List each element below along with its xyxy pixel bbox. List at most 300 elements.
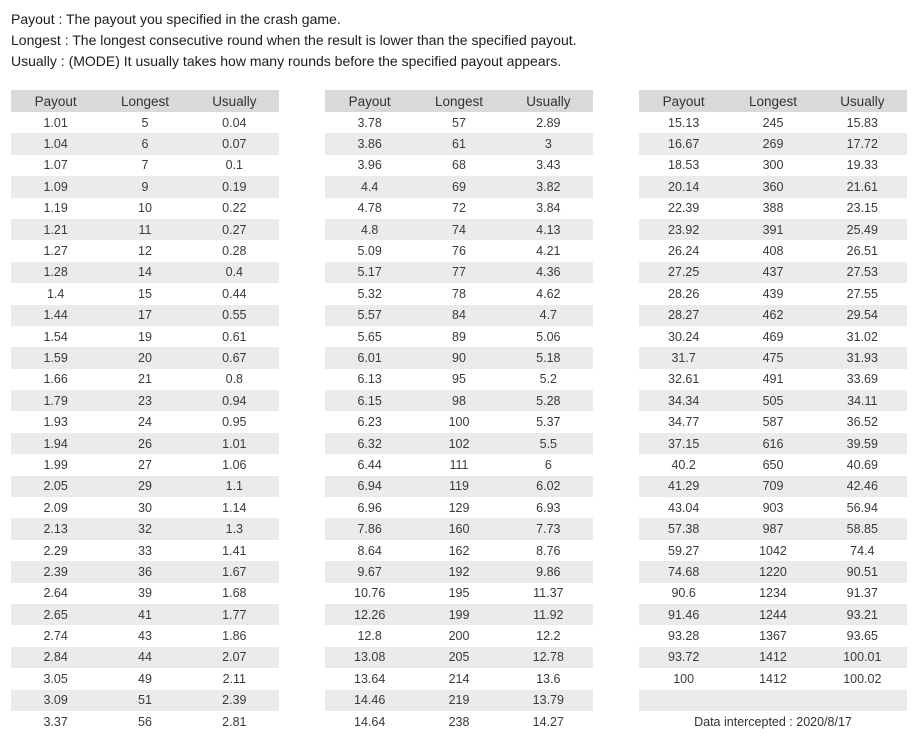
table-cell: 2.09 (43, 500, 68, 515)
table-cell: 12.8 (357, 629, 382, 644)
table-cell: 30 (138, 500, 152, 515)
table-row (11, 112, 279, 133)
table-row (639, 647, 907, 668)
table-cell: 475 (762, 350, 784, 365)
table-cell: 0.44 (222, 286, 247, 301)
table-cell: 41.29 (668, 479, 700, 494)
table-cell: 89 (452, 329, 466, 344)
table-cell: 36.52 (846, 415, 878, 430)
table-cell: 11 (138, 222, 152, 237)
table-row (639, 198, 907, 219)
tables-container (11, 90, 907, 732)
table-cell: 0.61 (222, 329, 247, 344)
table-header-row (11, 90, 279, 112)
table-row (11, 411, 279, 432)
table-cell: 6 (544, 457, 552, 472)
table-row (639, 326, 907, 347)
table-cell: 2.89 (536, 115, 561, 130)
table-cell: 1.79 (43, 393, 68, 408)
table-cell: 462 (762, 308, 784, 323)
table-cell: 6.44 (357, 457, 382, 472)
table-cell: 7.73 (536, 522, 561, 537)
table-cell: 1.77 (222, 607, 247, 622)
table-cell: 25.49 (846, 222, 878, 237)
table-row (11, 668, 279, 689)
table-cell: 29 (138, 479, 152, 494)
table-cell: 1.07 (43, 158, 68, 173)
table-cell: 1234 (759, 586, 787, 601)
table-cell: 49 (138, 671, 152, 686)
table-cell: 28.26 (668, 286, 700, 301)
table-row (11, 518, 279, 539)
table-cell: 37.15 (668, 436, 700, 451)
table-cell: 90.51 (846, 564, 878, 579)
table-cell: 34.11 (847, 393, 878, 408)
table-cell: 1.01 (222, 436, 247, 451)
table-row (325, 604, 593, 625)
table-body (639, 112, 907, 732)
table-row (639, 219, 907, 240)
table-row (11, 219, 279, 240)
table-cell: 0.07 (222, 137, 247, 152)
table-cell: 1.19 (43, 201, 68, 216)
column-header-payout: Payout (662, 93, 705, 109)
table-row (639, 668, 907, 689)
table-cell: 5.06 (536, 329, 561, 344)
table-cell: 59.27 (668, 543, 700, 558)
table-cell: 119 (449, 479, 469, 494)
payout-table-2 (325, 90, 593, 732)
table-cell: 91.46 (668, 607, 700, 622)
table-row (325, 390, 593, 411)
table-cell: 100.01 (843, 650, 882, 665)
table-cell: 3.96 (357, 158, 382, 173)
table-cell: 269 (762, 137, 784, 152)
table-row (325, 219, 593, 240)
table-cell: 13.79 (532, 693, 564, 708)
table-cell: 2.74 (43, 629, 68, 644)
column-header-longest: Longest (120, 93, 170, 109)
table-row (325, 283, 593, 304)
table-cell: 19.33 (846, 158, 878, 173)
table-cell: 1.01 (43, 115, 68, 130)
table-cell: 44 (138, 650, 152, 665)
table-cell: 40.69 (846, 457, 878, 472)
table-cell: 34.77 (668, 415, 700, 430)
table-row (325, 369, 593, 390)
table-cell: 111 (449, 457, 469, 472)
table-cell: 69 (452, 179, 466, 194)
table-cell: 24 (138, 415, 152, 430)
table-cell: 0.55 (222, 308, 247, 323)
table-cell: 437 (762, 265, 784, 280)
table-cell: 587 (762, 415, 784, 430)
table-row (325, 155, 593, 176)
legend-description (11, 9, 577, 72)
table-cell: 7.86 (357, 522, 382, 537)
table-cell: 1.21 (43, 222, 68, 237)
table-cell: 6.02 (536, 479, 561, 494)
table-cell: 29.54 (846, 308, 878, 323)
table-cell: 5.09 (357, 244, 382, 259)
table-cell: 1.3 (225, 522, 244, 537)
table-cell: 39 (138, 586, 152, 601)
table-row (11, 305, 279, 326)
table-cell: 5.57 (357, 308, 382, 323)
table-row (639, 240, 907, 261)
table-cell: 1042 (759, 543, 787, 558)
table-cell: 650 (762, 457, 784, 472)
table-row (639, 625, 907, 646)
table-cell: 1412 (759, 671, 787, 686)
table-row (11, 604, 279, 625)
table-cell: 5.2 (539, 372, 558, 387)
table-cell: 300 (762, 158, 784, 173)
table-row (11, 433, 279, 454)
table-cell: 11.92 (533, 607, 564, 622)
table-cell: 19 (138, 329, 152, 344)
table-row (325, 647, 593, 668)
table-row (11, 390, 279, 411)
table-row (325, 433, 593, 454)
column-header-payout: Payout (34, 93, 77, 109)
column-header-usually: Usually (212, 93, 257, 109)
table-cell: 1.86 (222, 629, 247, 644)
table-cell: 10 (138, 201, 152, 216)
table-row (639, 112, 907, 133)
table-cell: 9.67 (357, 564, 382, 579)
table-cell: 98 (452, 393, 466, 408)
table-cell: 4.8 (360, 222, 379, 237)
column-header-longest: Longest (434, 93, 484, 109)
table-cell: 90 (452, 350, 466, 365)
table-cell: 408 (762, 244, 784, 259)
table-row (11, 561, 279, 582)
table-cell: 199 (448, 607, 470, 622)
table-cell: 27.55 (846, 286, 878, 301)
table-cell: 6.94 (357, 479, 382, 494)
table-cell: 1.59 (43, 350, 68, 365)
table-cell: 30.24 (668, 329, 700, 344)
table-row (639, 262, 907, 283)
table-cell: 3.43 (536, 158, 561, 173)
table-cell: 360 (762, 179, 784, 194)
table-cell: 4.13 (536, 222, 561, 237)
table-cell: 32 (138, 522, 152, 537)
table-cell: 100 (673, 671, 695, 686)
table-cell: 102 (448, 436, 470, 451)
table-cell: 616 (762, 436, 784, 451)
table-cell: 0.8 (225, 372, 244, 387)
table-row (325, 583, 593, 604)
table-cell: 1.41 (222, 543, 247, 558)
table-cell: 1.04 (43, 137, 68, 152)
table-cell: 162 (448, 543, 470, 558)
table-cell: 205 (448, 650, 470, 665)
table-cell: 57 (452, 115, 466, 130)
table-cell: 0.27 (222, 222, 247, 237)
table-cell: 200 (448, 629, 470, 644)
table-cell: 1.27 (43, 244, 68, 259)
table-cell: 391 (762, 222, 784, 237)
table-row (11, 155, 279, 176)
table-row (639, 133, 907, 154)
table-cell: 15 (138, 286, 152, 301)
table-cell: 13.64 (354, 671, 386, 686)
table-cell: 5.17 (357, 265, 382, 280)
table-cell: 56.94 (846, 500, 878, 515)
table-row (325, 690, 593, 711)
table-cell: 1.4 (46, 286, 65, 301)
table-cell: 12 (138, 244, 152, 259)
table-cell: 15.13 (668, 115, 700, 130)
table-cell: 4.78 (357, 201, 382, 216)
table-row (325, 497, 593, 518)
table-cell: 5.37 (536, 415, 561, 430)
table-cell: 23 (138, 393, 152, 408)
table-row (11, 133, 279, 154)
column-header-usually: Usually (840, 93, 885, 109)
table-cell: 58.85 (846, 522, 878, 537)
table-cell: 14.27 (532, 714, 564, 729)
table-cell: 18.53 (668, 158, 700, 173)
table-row (639, 433, 907, 454)
table-cell: 21 (138, 372, 152, 387)
table-row (11, 497, 279, 518)
table-cell: 903 (762, 500, 784, 515)
table-cell: 10.76 (354, 586, 386, 601)
table-cell: 1.54 (43, 329, 68, 344)
payout-table-1 (11, 90, 279, 732)
table-row (639, 476, 907, 497)
table-cell: 1.68 (222, 586, 247, 601)
table-cell: 17.72 (846, 137, 878, 152)
table-body (11, 112, 279, 732)
table-cell: 13.08 (354, 650, 386, 665)
table-row (11, 326, 279, 347)
table-cell: 1.67 (222, 564, 247, 579)
table-cell: 20 (138, 350, 152, 365)
table-cell: 68 (452, 158, 466, 173)
table-cell: 78 (452, 286, 466, 301)
table-cell: 93.21 (846, 607, 878, 622)
table-cell: 93.28 (668, 629, 700, 644)
table-cell: 21.61 (846, 179, 878, 194)
table-cell: 100.02 (843, 671, 882, 686)
legend-line-payout: Payout : The payout you specified in the crash game. (11, 11, 341, 27)
table-cell: 17 (138, 308, 152, 323)
table-cell: 3.78 (357, 115, 382, 130)
table-cell: 72 (452, 201, 466, 216)
table-cell: 1.1 (225, 479, 244, 494)
table-cell: 1.28 (43, 265, 68, 280)
table-row (11, 262, 279, 283)
table-cell: 469 (762, 329, 784, 344)
table-cell: 27.25 (668, 265, 700, 280)
table-cell: 4.36 (536, 265, 561, 280)
table-row (325, 305, 593, 326)
table-cell: 1.14 (222, 500, 247, 515)
table-row (639, 561, 907, 582)
table-cell: 1.94 (43, 436, 68, 451)
table-cell: 14.64 (354, 714, 386, 729)
table-cell: 12.26 (354, 607, 386, 622)
table-cell: 39.59 (846, 436, 878, 451)
table-cell: 4.21 (536, 244, 561, 259)
table-cell: 40.2 (671, 457, 696, 472)
table-row (325, 347, 593, 368)
table-row (11, 625, 279, 646)
table-cell: 74.68 (668, 564, 700, 579)
table-cell: 13.6 (536, 671, 561, 686)
table-cell: 76 (452, 244, 466, 259)
table-row (325, 240, 593, 261)
table-cell: 6.32 (357, 436, 382, 451)
column-header-usually: Usually (526, 93, 571, 109)
table-cell: 2.81 (222, 714, 247, 729)
table-cell: 74 (452, 222, 466, 237)
table-cell: 32.61 (668, 372, 700, 387)
table-row (325, 454, 593, 475)
table-row (325, 176, 593, 197)
table-cell: 6.96 (357, 500, 382, 515)
table-cell: 12.2 (536, 629, 561, 644)
table-cell: 505 (762, 393, 784, 408)
table-cell: 214 (448, 671, 470, 686)
table-cell: 1.93 (43, 415, 68, 430)
table-row (325, 198, 593, 219)
table-cell: 5.28 (536, 393, 561, 408)
table-row (639, 390, 907, 411)
table-cell: 57.38 (668, 522, 700, 537)
table-cell: 0.22 (222, 201, 247, 216)
table-cell: 28.27 (668, 308, 700, 323)
table-cell: 2.13 (43, 522, 68, 537)
table-cell: 1.09 (43, 179, 68, 194)
table-cell: 388 (762, 201, 784, 216)
table-cell: 36 (138, 564, 152, 579)
table-row (325, 476, 593, 497)
table-cell: 2.64 (43, 586, 68, 601)
table-cell: 31.7 (671, 350, 696, 365)
table-row (325, 561, 593, 582)
table-cell: 14 (138, 265, 152, 280)
table-row (11, 369, 279, 390)
table-cell: 1244 (759, 607, 787, 622)
table-row (325, 668, 593, 689)
table-row (11, 540, 279, 561)
table-cell: 93.72 (668, 650, 700, 665)
table-row (11, 476, 279, 497)
table-cell: 2.39 (43, 564, 68, 579)
table-cell: 74.4 (850, 543, 875, 558)
table-cell: 2.07 (222, 650, 247, 665)
table-row (639, 540, 907, 561)
table-cell: 4.4 (360, 179, 379, 194)
table-row (639, 411, 907, 432)
table-cell: 0.4 (225, 265, 244, 280)
table-row (11, 690, 279, 711)
table-cell: 33 (138, 543, 152, 558)
table-cell: 6 (141, 137, 149, 152)
table-row (325, 411, 593, 432)
table-cell: 2.84 (43, 650, 68, 665)
table-cell: 2.05 (43, 479, 68, 494)
table-cell: 34.34 (668, 393, 700, 408)
table-body (325, 112, 593, 732)
table-cell: 15.83 (846, 115, 878, 130)
table-row (325, 112, 593, 133)
table-cell: 9 (141, 179, 149, 194)
table-row (325, 625, 593, 646)
table-cell: 27 (138, 457, 152, 472)
table-cell: 2.65 (43, 607, 68, 622)
table-cell: 3.05 (43, 671, 68, 686)
table-cell: 6.93 (536, 500, 561, 515)
table-cell: 26.24 (668, 244, 700, 259)
table-cell: 77 (452, 265, 466, 280)
table-cell: 43 (138, 629, 152, 644)
table-cell: 238 (448, 714, 470, 729)
table-cell: 1.44 (43, 308, 68, 323)
table-cell: 491 (762, 372, 784, 387)
table-cell: 2.11 (222, 671, 247, 686)
table-cell: 0.1 (225, 158, 244, 173)
table-row (639, 369, 907, 390)
table-cell: 3.86 (357, 137, 382, 152)
table-cell: 95 (452, 372, 466, 387)
table-row (11, 283, 279, 304)
table-row (11, 198, 279, 219)
table-cell: 11.37 (533, 586, 564, 601)
table-row (639, 305, 907, 326)
table-cell: 12.78 (532, 650, 564, 665)
legend-line-usually: Usually : (MODE) It usually takes how many rounds before the specified payout appears. (11, 53, 562, 69)
table-row (11, 583, 279, 604)
table-row (11, 347, 279, 368)
table-cell: 2.29 (43, 543, 68, 558)
table-row (639, 604, 907, 625)
table-cell: 3.09 (43, 693, 68, 708)
table-cell: 1.66 (43, 372, 68, 387)
table-row (11, 711, 279, 732)
table-cell: 5 (141, 115, 149, 130)
table-row (325, 133, 593, 154)
table-cell: 8.76 (536, 543, 561, 558)
table-row (325, 711, 593, 732)
table-cell: 4.7 (539, 308, 558, 323)
table-row (11, 647, 279, 668)
table-cell: 61 (452, 137, 466, 152)
table-row (639, 155, 907, 176)
table-cell: 42.46 (846, 479, 878, 494)
table-cell: 6.13 (357, 372, 382, 387)
table-row (325, 326, 593, 347)
table-cell: 4.62 (536, 286, 561, 301)
table-cell: 0.94 (222, 393, 247, 408)
table-cell: 56 (138, 714, 152, 729)
table-row (325, 262, 593, 283)
table-cell: 14.46 (354, 693, 386, 708)
table-cell: 6.01 (357, 350, 382, 365)
table-cell: 2.39 (222, 693, 247, 708)
table-cell: 43.04 (668, 500, 700, 515)
data-intercepted-note: Data intercepted : 2020/8/17 (639, 711, 907, 732)
table-cell: 1412 (759, 650, 787, 665)
table-cell: 23.92 (668, 222, 700, 237)
table-cell: 31.02 (846, 329, 878, 344)
table-cell: 22.39 (668, 201, 700, 216)
